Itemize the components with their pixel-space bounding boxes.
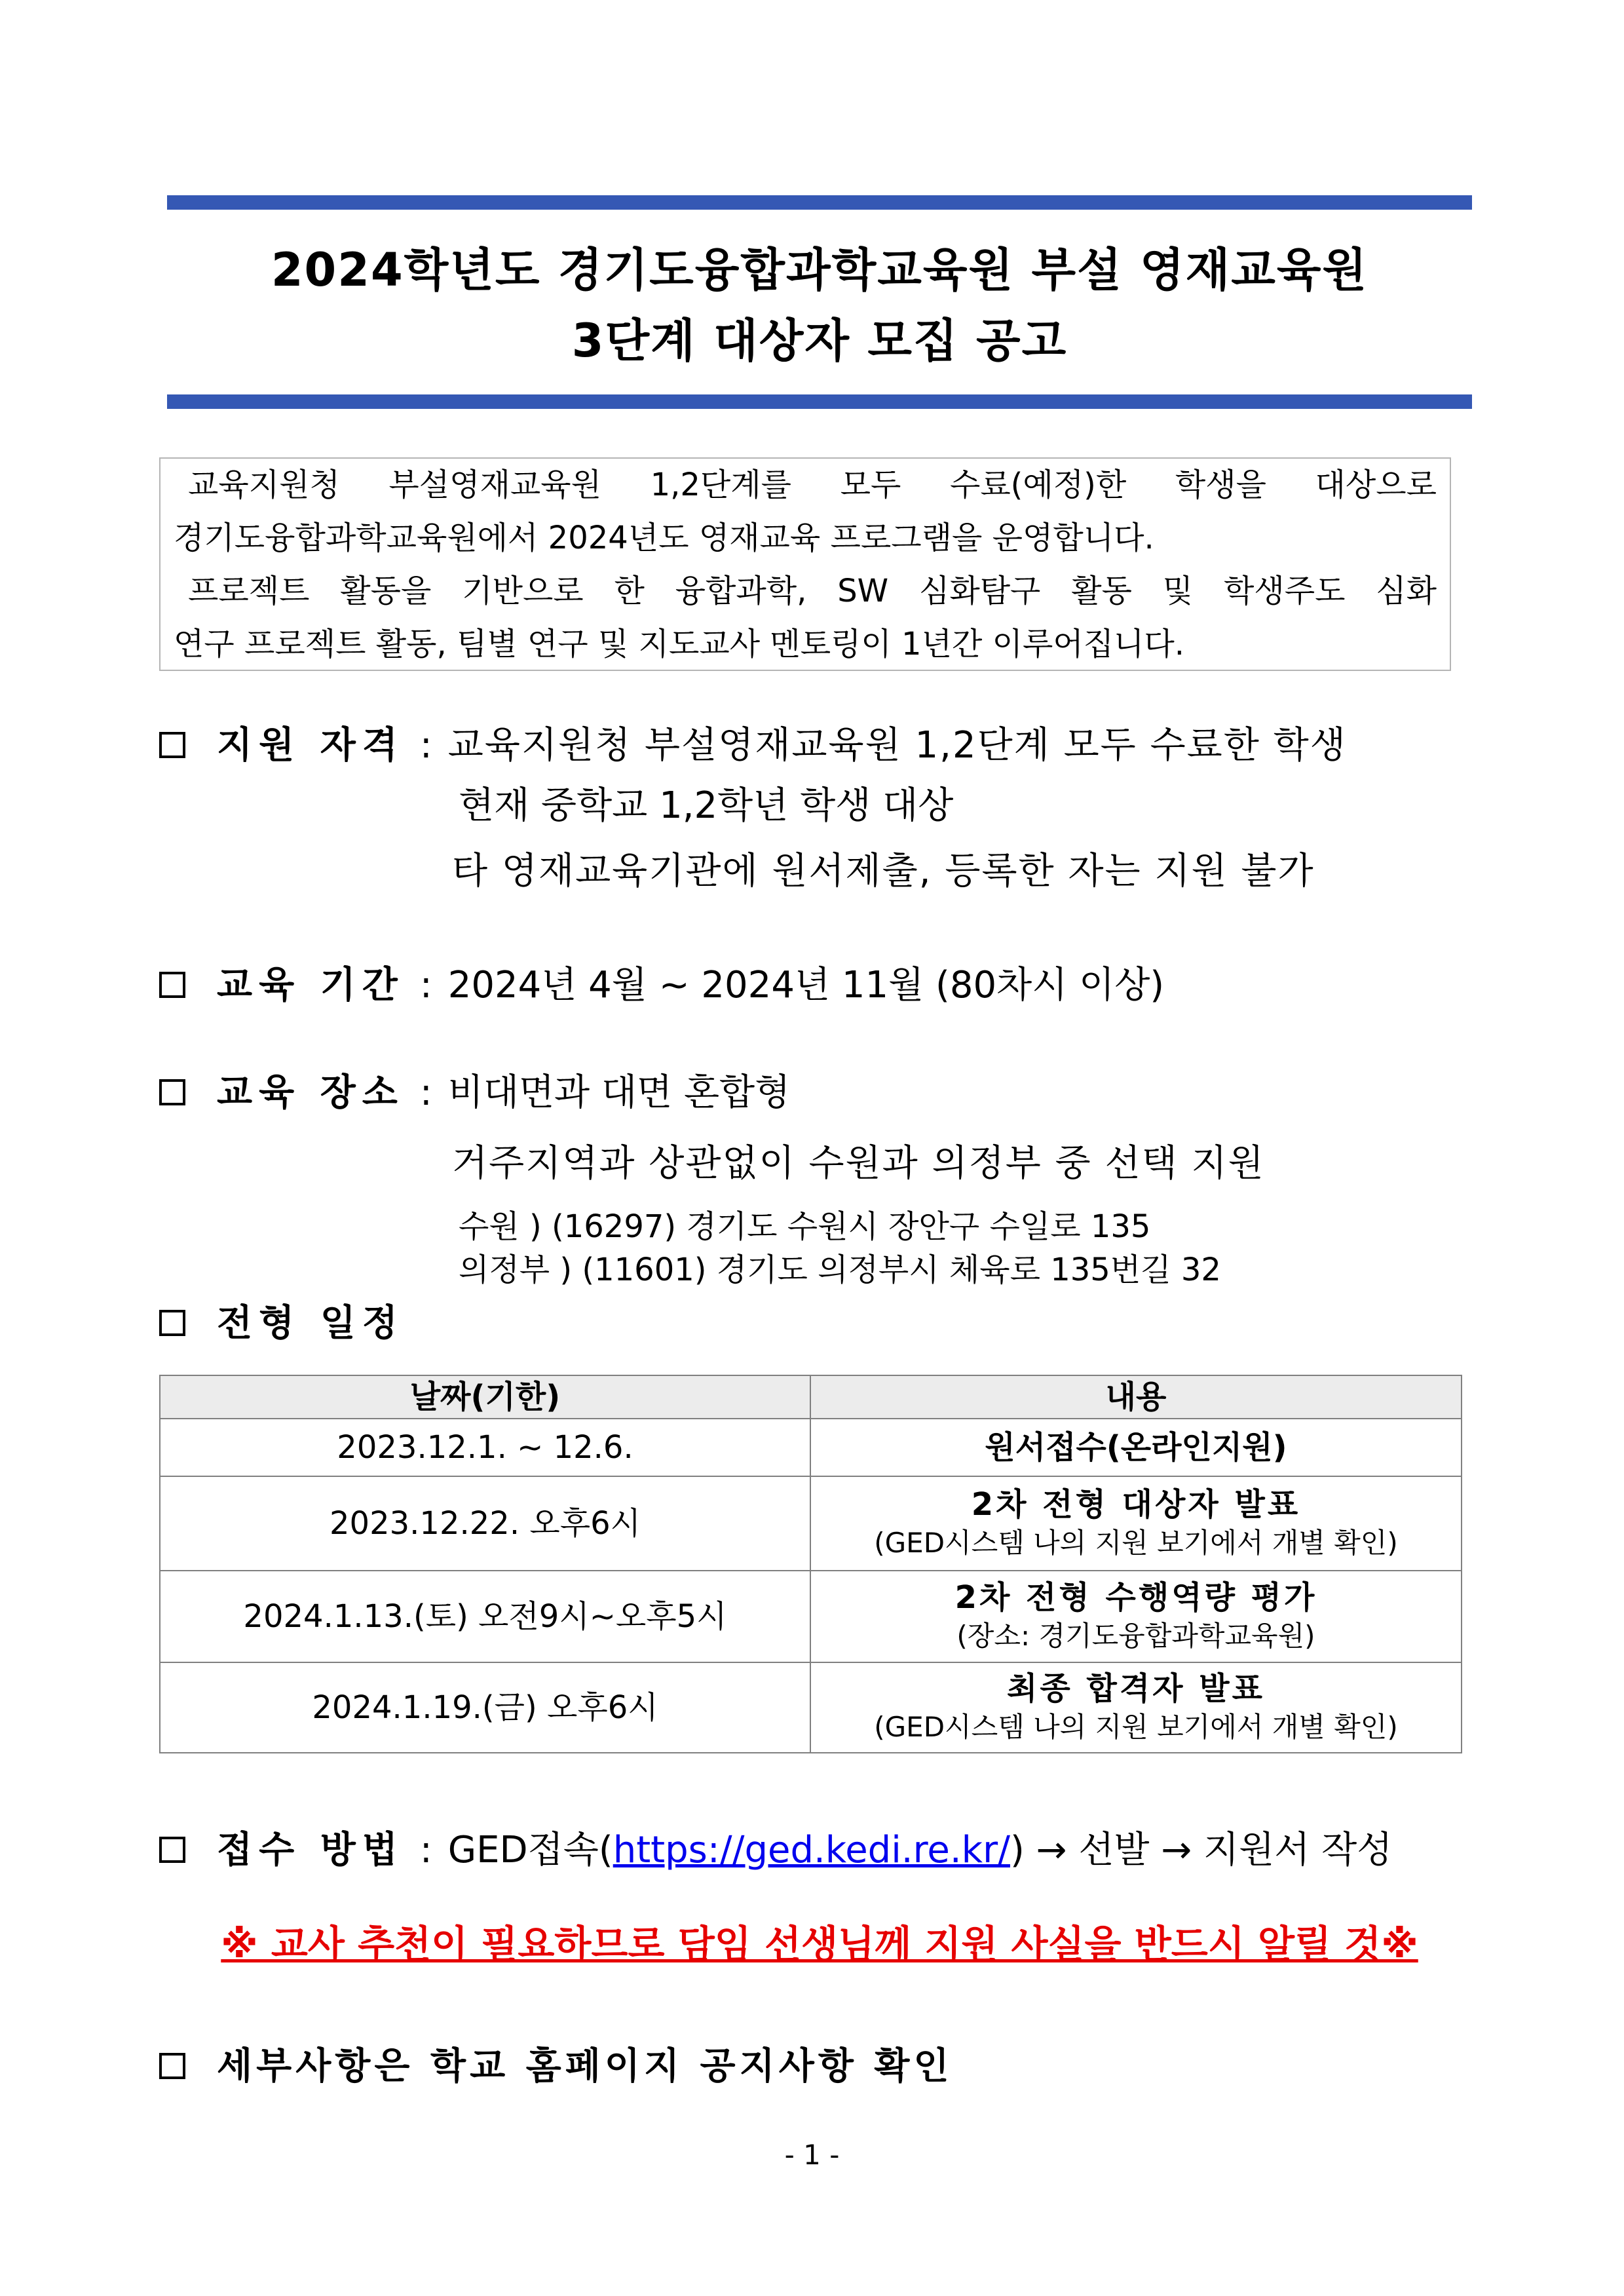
schedule-content xyxy=(810,1571,1462,1662)
location-value: 비대면과 대면 혼합형 xyxy=(447,1071,791,1114)
checkbox-square-icon xyxy=(159,732,185,758)
address-uijeongbu: 의정부 ) (11601) 경기도 의정부시 체육로 135번길 32 xyxy=(459,1252,1221,1288)
eligibility-row xyxy=(159,719,1347,772)
schedule-date: 2024.1.19.(금) 오후6시 xyxy=(160,1662,810,1753)
checkbox-square-icon xyxy=(159,2053,185,2079)
period-value: 2024년 4월 ~ 2024년 11월 (80차시 이상) xyxy=(447,964,1165,1006)
location-label: 교육 장소 xyxy=(217,1071,404,1114)
schedule-date: 2024.1.13.(토) 오전9시~오후5시 xyxy=(160,1571,810,1662)
table-row xyxy=(160,1662,1462,1753)
column-header-content: 내용 xyxy=(810,1375,1462,1419)
location-row xyxy=(159,1067,790,1119)
table-row xyxy=(160,1476,1462,1571)
colon: : xyxy=(419,1071,432,1114)
colon: : xyxy=(419,724,432,767)
period-row xyxy=(159,959,1164,1012)
details-row xyxy=(159,2040,953,2093)
table-row xyxy=(160,1419,1462,1476)
eligibility-label: 지원 자격 xyxy=(217,724,404,767)
schedule-main: 2차 전형 수행역량 평가 xyxy=(954,1579,1317,1616)
schedule-table xyxy=(159,1375,1462,1753)
schedule-row xyxy=(159,1297,404,1350)
checkbox-square-icon xyxy=(159,1837,185,1863)
schedule-main: 2차 전형 대상자 발표 xyxy=(971,1486,1301,1523)
ged-link[interactable]: https://ged.kedi.re.kr/ xyxy=(613,1829,1010,1871)
schedule-sub: (GED시스템 나의 지원 보기에서 개별 확인) xyxy=(874,1711,1398,1743)
title-top-bar xyxy=(167,195,1472,210)
checkbox-square-icon xyxy=(159,1310,185,1336)
details-label: 세부사항은 학교 홈페이지 공지사항 확인 xyxy=(217,2045,953,2088)
warning-notice: ※ 교사 추천이 필요하므로 담임 선생님께 지원 사실을 반드시 알릴 것※ xyxy=(221,1922,1418,1966)
schedule-content xyxy=(810,1662,1462,1753)
schedule-sub: (장소: 경기도융합과학교육원) xyxy=(956,1620,1315,1652)
intro-line: 경기도융합과학교육원에서 2024년도 영재교육 프로그램을 운영합니다. xyxy=(174,520,1154,556)
address-suwon: 수원 ) (16297) 경기도 수원시 장안구 수일로 135 xyxy=(459,1208,1151,1245)
intro-line: 연구 프로젝트 활동, 팀별 연구 및 지도교사 멘토링이 1년간 이루어집니다. xyxy=(174,626,1185,662)
checkbox-square-icon xyxy=(159,1079,185,1105)
eligibility-line: 교육지원청 부설영재교육원 1,2단계 모두 수료한 학생 xyxy=(447,724,1347,767)
schedule-main: 원서접수(온라인지원) xyxy=(985,1429,1287,1466)
schedule-content xyxy=(810,1476,1462,1571)
title-bottom-bar xyxy=(167,394,1472,409)
apply-row xyxy=(159,1824,1392,1877)
colon: : xyxy=(419,964,432,1006)
apply-suffix: ) → 선발 → 지원서 작성 xyxy=(1010,1829,1393,1871)
column-header-date: 날짜(기한) xyxy=(160,1375,810,1419)
page-number: - 1 - xyxy=(784,2139,840,2171)
title-line-2: 3단계 대상자 모집 공고 xyxy=(571,314,1068,368)
schedule-sub: (GED시스템 나의 지원 보기에서 개별 확인) xyxy=(874,1527,1398,1559)
intro-line: 프로젝트 활동을 기반으로 한 융합과학, SW 심화탐구 활동 및 학생주도 심화 xyxy=(188,573,1437,609)
table-header-row xyxy=(160,1375,1462,1419)
intro-box xyxy=(159,457,1451,671)
location-sub: 거주지역과 상관없이 수원과 의정부 중 선택 지원 xyxy=(452,1142,1265,1185)
schedule-date: 2023.12.22. 오후6시 xyxy=(160,1476,810,1571)
table-row xyxy=(160,1571,1462,1662)
schedule-label: 전형 일정 xyxy=(217,1302,404,1345)
apply-label: 접수 방법 xyxy=(217,1829,404,1871)
schedule-date: 2023.12.1. ~ 12.6. xyxy=(160,1419,810,1476)
checkbox-square-icon xyxy=(159,972,185,998)
schedule-content xyxy=(810,1419,1462,1476)
colon: : xyxy=(419,1829,432,1871)
intro-line: 교육지원청 부설영재교육원 1,2단계를 모두 수료(예정)한 학생을 대상으로 xyxy=(188,467,1437,503)
title-line-1: 2024학년도 경기도융합과학교육원 부설 영재교육원 xyxy=(271,243,1369,297)
eligibility-line: 현재 중학교 1,2학년 학생 대상 xyxy=(459,784,954,827)
period-label: 교육 기간 xyxy=(217,964,404,1006)
schedule-main: 최종 합격자 발표 xyxy=(1007,1670,1265,1707)
eligibility-line: 타 영재교육기관에 원서제출, 등록한 자는 지원 불가 xyxy=(452,850,1315,892)
apply-prefix: GED접속( xyxy=(447,1829,613,1871)
